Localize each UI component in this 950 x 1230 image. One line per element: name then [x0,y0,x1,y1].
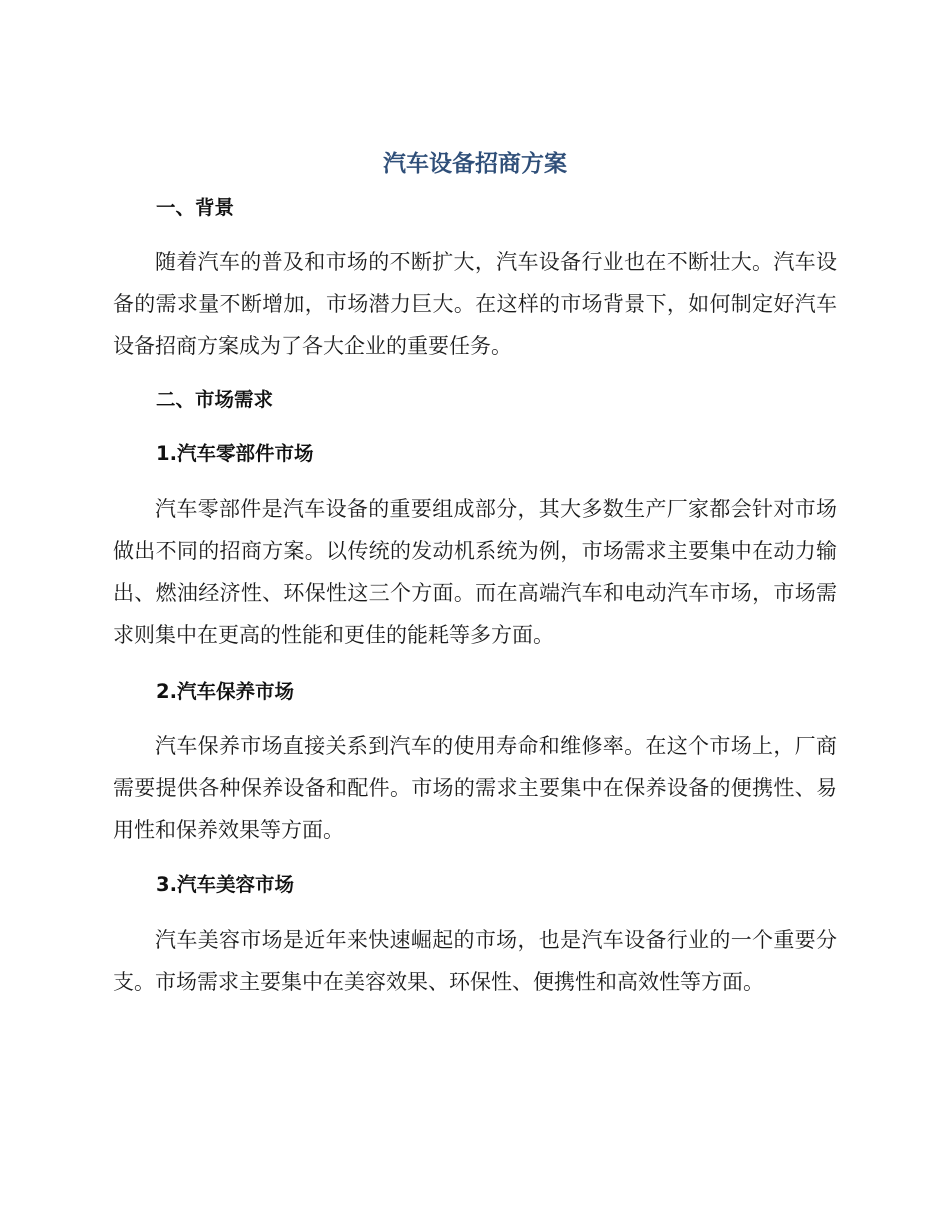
subsection-heading-beauty: 3.汽车美容市场 [156,873,294,896]
document-title: 汽车设备招商方案 [383,151,567,177]
auto-parts-paragraph: 汽车零部件是汽车设备的重要组成部分，其大多数生产厂家都会针对市场做出不同的招商方案。以传统的发动机系统为例，市场需求主要集中在动力输出、燃油经济性、环保性这三个方面。而在高端汽车和电动汽车市场，市场需求则集中在更高的性能和更佳的能耗等多方面。 [113,497,837,647]
background-paragraph: 随着汽车的普及和市场的不断扩大，汽车设备行业也在不断壮大。汽车设备的需求量不断增加，市场潜力巨大。在这样的市场背景下，如何制定好汽车设备招商方案成为了各大企业的重要任务。 [113,250,837,358]
maintenance-paragraph: 汽车保养市场直接关系到汽车的使用寿命和维修率。在这个市场上，厂商需要提供各种保养设备和配件。市场的需求主要集中在保养设备的便携性、易用性和保养效果等方面。 [113,734,837,842]
section-heading-background: 一、背景 [156,196,235,219]
subsection-heading-maintenance: 2.汽车保养市场 [156,680,294,703]
section-heading-market-demand: 二、市场需求 [156,388,274,411]
subsection-heading-auto-parts: 1.汽车零部件市场 [156,442,314,465]
beauty-paragraph: 汽车美容市场是近年来快速崛起的市场，也是汽车设备行业的一个重要分支。市场需求主要集中在美容效果、环保性、便携性和高效性等方面。 [113,928,837,994]
